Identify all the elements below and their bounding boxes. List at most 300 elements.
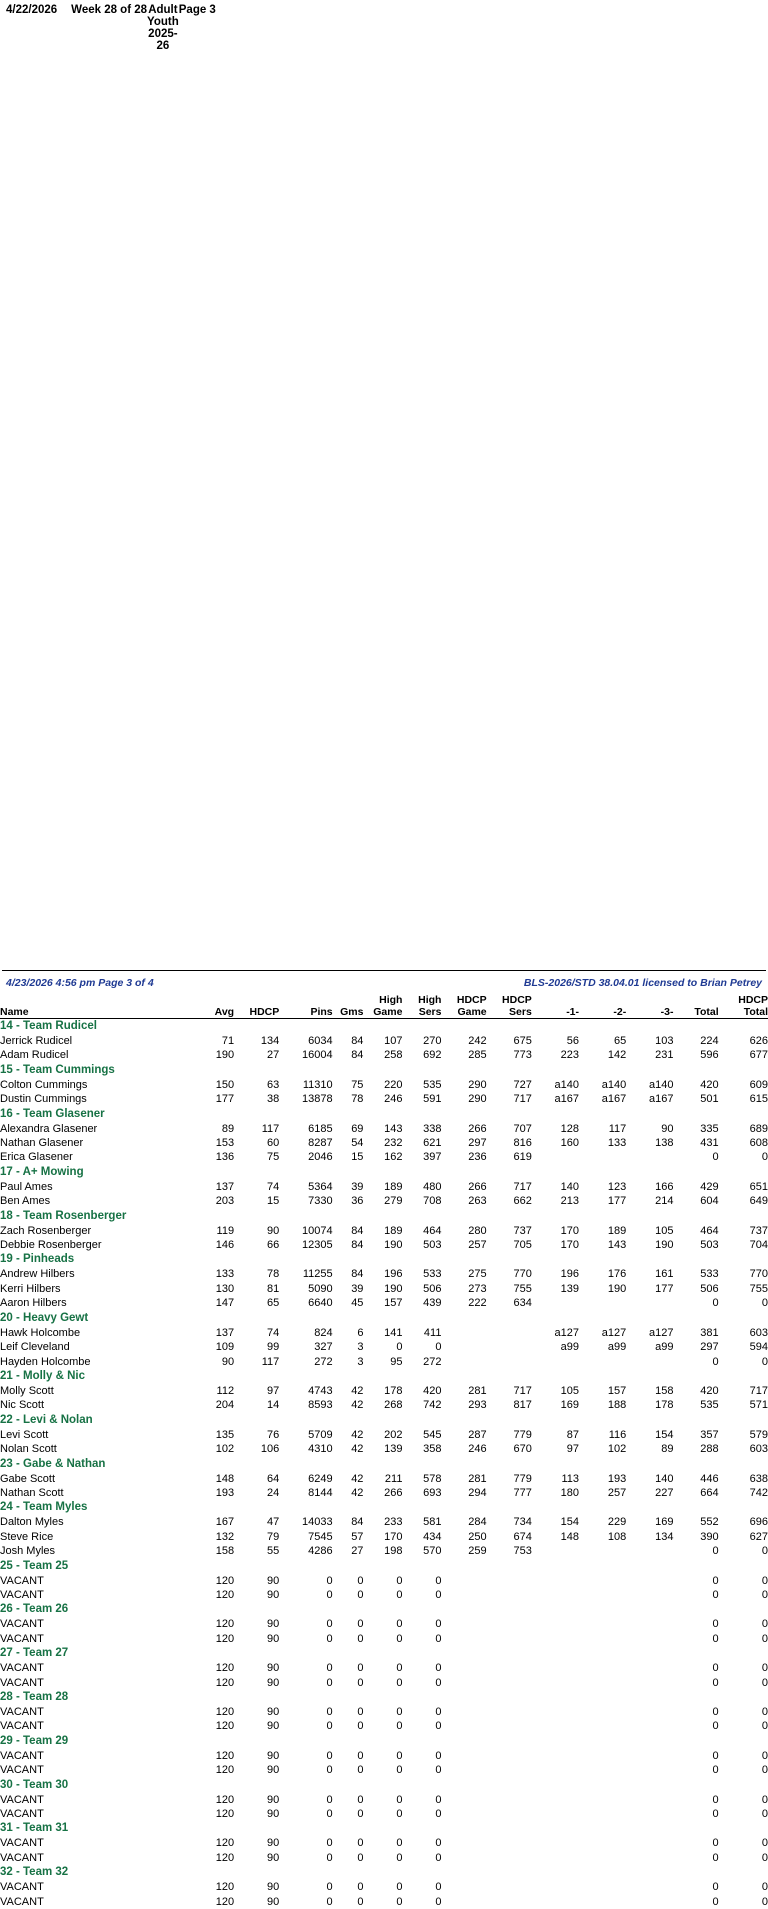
table-row (0, 1180, 768, 1194)
cell-hs: 570 (402, 1544, 441, 1558)
cell-pins: 0 (279, 1676, 332, 1690)
cell-g2 (579, 1793, 626, 1807)
bowler-name: Nolan Scott (0, 1442, 195, 1456)
cell-hs: 439 (402, 1296, 441, 1310)
cell-hg: 141 (363, 1326, 402, 1340)
bowler-name: Paul Ames (0, 1180, 195, 1194)
cell-hds: 777 (487, 1486, 532, 1500)
cell-g2 (579, 1705, 626, 1719)
cell-hg: 190 (363, 1238, 402, 1252)
cell-g3: 89 (626, 1442, 673, 1456)
cell-hds (487, 1326, 532, 1340)
cell-hg: 95 (363, 1355, 402, 1369)
cell-gms: 42 (333, 1398, 364, 1412)
cell-avg: 120 (195, 1763, 234, 1777)
cell-g3 (626, 1661, 673, 1675)
cell-total: 0 (673, 1763, 718, 1777)
team-group-label: 23 - Gabe & Nathan (0, 1457, 768, 1472)
cell-avg: 158 (195, 1544, 234, 1558)
cell-pins: 0 (279, 1895, 332, 1909)
cell-gms: 84 (333, 1267, 364, 1281)
cell-hds: 737 (487, 1224, 532, 1238)
cell-hg: 0 (363, 1617, 402, 1631)
cell-g1 (532, 1574, 579, 1588)
cell-pins: 2046 (279, 1150, 332, 1164)
cell-hds: 817 (487, 1398, 532, 1412)
cell-hs: 358 (402, 1442, 441, 1456)
cell-avg: 120 (195, 1632, 234, 1646)
bowler-name: VACANT (0, 1807, 195, 1821)
cell-avg: 167 (195, 1515, 234, 1529)
cell-hg: 0 (363, 1705, 402, 1719)
cell-g3 (626, 1807, 673, 1821)
cell-gms: 0 (333, 1749, 364, 1763)
cell-pins: 0 (279, 1574, 332, 1588)
team-group-label: 27 - Team 27 (0, 1646, 768, 1661)
bowler-name: Josh Myles (0, 1544, 195, 1558)
team-group-label: 22 - Levi & Nolan (0, 1413, 768, 1428)
cell-hdcptotal: 0 (719, 1355, 768, 1369)
cell-hds: 634 (487, 1296, 532, 1310)
col-gms: Gms (333, 995, 364, 1019)
cell-hs: 693 (402, 1486, 441, 1500)
cell-g3 (626, 1574, 673, 1588)
bowler-name: VACANT (0, 1793, 195, 1807)
team-group-label: 16 - Team Glasener (0, 1107, 768, 1122)
cell-avg: 120 (195, 1895, 234, 1909)
table-row (0, 1472, 768, 1486)
cell-total: 0 (673, 1719, 718, 1733)
col-hdcp: HDCP (234, 995, 279, 1019)
cell-pins: 6249 (279, 1472, 332, 1486)
cell-total: 297 (673, 1340, 718, 1354)
cell-hds: 753 (487, 1544, 532, 1558)
cell-pins: 14033 (279, 1515, 332, 1529)
cell-total: 533 (673, 1267, 718, 1281)
team-group-row (0, 1559, 768, 1574)
cell-hdcptotal: 0 (719, 1895, 768, 1909)
cell-hdg (441, 1632, 486, 1646)
cell-hs: 535 (402, 1078, 441, 1092)
cell-gms: 6 (333, 1326, 364, 1340)
cell-hdg: 294 (441, 1486, 486, 1500)
cell-g3: 105 (626, 1224, 673, 1238)
cell-hdg (441, 1719, 486, 1733)
cell-g2 (579, 1895, 626, 1909)
cell-hdg (441, 1895, 486, 1909)
table-header-row (0, 995, 768, 1019)
cell-g2 (579, 1296, 626, 1310)
cell-hdcp: 90 (234, 1793, 279, 1807)
cell-hs: 581 (402, 1515, 441, 1529)
cell-hdcptotal: 0 (719, 1851, 768, 1865)
cell-hds (487, 1793, 532, 1807)
col-high-sers-line2: Sers (402, 1007, 441, 1019)
team-group-label: 14 - Team Rudicel (0, 1019, 768, 1035)
cell-g3 (626, 1544, 673, 1558)
cell-g3 (626, 1836, 673, 1850)
cell-gms: 42 (333, 1442, 364, 1456)
cell-g1 (532, 1763, 579, 1777)
cell-hg: 211 (363, 1472, 402, 1486)
cell-avg: 148 (195, 1472, 234, 1486)
cell-gms: 15 (333, 1150, 364, 1164)
cell-g2: 117 (579, 1122, 626, 1136)
team-group-label: 28 - Team 28 (0, 1690, 768, 1705)
cell-hg: 246 (363, 1092, 402, 1106)
cell-gms: 0 (333, 1661, 364, 1675)
cell-g3: 158 (626, 1384, 673, 1398)
cell-g1 (532, 1150, 579, 1164)
bowler-name: Leif Cleveland (0, 1340, 195, 1354)
cell-hdcp: 47 (234, 1515, 279, 1529)
cell-avg: 177 (195, 1092, 234, 1106)
cell-pins: 6185 (279, 1122, 332, 1136)
cell-hdg: 250 (441, 1530, 486, 1544)
cell-g1 (532, 1807, 579, 1821)
cell-hdg (441, 1676, 486, 1690)
cell-hds (487, 1340, 532, 1354)
cell-avg: 112 (195, 1384, 234, 1398)
table-row (0, 1442, 768, 1456)
report-footer (0, 977, 768, 989)
cell-hdcptotal: 0 (719, 1661, 768, 1675)
cell-pins: 6640 (279, 1296, 332, 1310)
bowler-name: VACANT (0, 1632, 195, 1646)
col-pins: Pins (279, 995, 332, 1019)
cell-hdcptotal: 717 (719, 1384, 768, 1398)
cell-hs: 578 (402, 1472, 441, 1486)
team-group-row (0, 1019, 768, 1035)
table-row (0, 1384, 768, 1398)
cell-gms: 0 (333, 1880, 364, 1894)
table-row (0, 1326, 768, 1340)
bowler-name: Ben Ames (0, 1194, 195, 1208)
table-row (0, 1515, 768, 1529)
cell-avg: 90 (195, 1355, 234, 1369)
cell-g1: 105 (532, 1384, 579, 1398)
cell-gms: 84 (333, 1048, 364, 1062)
cell-g1 (532, 1880, 579, 1894)
team-group-row (0, 1500, 768, 1515)
cell-hs: 0 (402, 1880, 441, 1894)
cell-g2: a127 (579, 1326, 626, 1340)
cell-hds: 662 (487, 1194, 532, 1208)
cell-g1: a140 (532, 1078, 579, 1092)
cell-hs: 0 (402, 1851, 441, 1865)
cell-hg: 143 (363, 1122, 402, 1136)
cell-g2: 108 (579, 1530, 626, 1544)
cell-pins: 0 (279, 1763, 332, 1777)
cell-g2 (579, 1588, 626, 1602)
cell-g1: 148 (532, 1530, 579, 1544)
cell-pins: 7330 (279, 1194, 332, 1208)
cell-g2: 229 (579, 1515, 626, 1529)
cell-hg: 190 (363, 1282, 402, 1296)
cell-g1: a127 (532, 1326, 579, 1340)
team-group-row (0, 1209, 768, 1224)
cell-hdcptotal: 0 (719, 1632, 768, 1646)
cell-avg: 130 (195, 1282, 234, 1296)
cell-hdcp: 78 (234, 1267, 279, 1281)
bowler-name: VACANT (0, 1851, 195, 1865)
cell-total: 390 (673, 1530, 718, 1544)
cell-hdg: 273 (441, 1282, 486, 1296)
bowler-name: Nic Scott (0, 1398, 195, 1412)
team-group-row (0, 1646, 768, 1661)
cell-gms: 0 (333, 1719, 364, 1733)
cell-avg: 120 (195, 1793, 234, 1807)
cell-g1: 140 (532, 1180, 579, 1194)
cell-pins: 13878 (279, 1092, 332, 1106)
table-row (0, 1793, 768, 1807)
table-row (0, 1092, 768, 1106)
cell-hdcptotal: 755 (719, 1282, 768, 1296)
cell-hdcp: 27 (234, 1048, 279, 1062)
cell-gms: 3 (333, 1340, 364, 1354)
cell-hdcp: 90 (234, 1880, 279, 1894)
cell-avg: 135 (195, 1428, 234, 1442)
cell-g2 (579, 1836, 626, 1850)
cell-avg: 190 (195, 1048, 234, 1062)
cell-hdcp: 75 (234, 1150, 279, 1164)
cell-pins: 0 (279, 1719, 332, 1733)
cell-hdcptotal: 704 (719, 1238, 768, 1252)
table-row (0, 1807, 768, 1821)
cell-hdg: 297 (441, 1136, 486, 1150)
cell-hg: 279 (363, 1194, 402, 1208)
cell-hg: 202 (363, 1428, 402, 1442)
cell-avg: 120 (195, 1588, 234, 1602)
cell-hs: 0 (402, 1807, 441, 1821)
cell-hg: 232 (363, 1136, 402, 1150)
bowler-name: Aaron Hilbers (0, 1296, 195, 1310)
cell-pins: 824 (279, 1326, 332, 1340)
cell-g1: 139 (532, 1282, 579, 1296)
cell-g2: 133 (579, 1136, 626, 1150)
cell-g1: 128 (532, 1122, 579, 1136)
cell-g1 (532, 1851, 579, 1865)
cell-total: 381 (673, 1326, 718, 1340)
col-high-game-line1: High (363, 995, 402, 1007)
cell-hg: 0 (363, 1793, 402, 1807)
cell-hdg (441, 1705, 486, 1719)
cell-g1: a167 (532, 1092, 579, 1106)
cell-hdcp: 90 (234, 1632, 279, 1646)
cell-g1 (532, 1632, 579, 1646)
cell-hds: 717 (487, 1384, 532, 1398)
cell-pins: 8593 (279, 1398, 332, 1412)
cell-hdcp: 90 (234, 1851, 279, 1865)
cell-hs: 0 (402, 1340, 441, 1354)
bowler-name: VACANT (0, 1676, 195, 1690)
cell-pins: 0 (279, 1880, 332, 1894)
cell-hg: 189 (363, 1224, 402, 1238)
table-row (0, 1588, 768, 1602)
col-hdcp-game-line1: HDCP (441, 995, 486, 1007)
cell-gms: 42 (333, 1384, 364, 1398)
cell-total: 501 (673, 1092, 718, 1106)
cell-total: 224 (673, 1034, 718, 1048)
bowler-name: Nathan Glasener (0, 1136, 195, 1150)
cell-hdg (441, 1749, 486, 1763)
cell-g3 (626, 1617, 673, 1631)
table-row (0, 1661, 768, 1675)
team-group-label: 24 - Team Myles (0, 1500, 768, 1515)
cell-hdg (441, 1661, 486, 1675)
cell-hg: 0 (363, 1851, 402, 1865)
cell-g2: 193 (579, 1472, 626, 1486)
cell-hg: 0 (363, 1880, 402, 1894)
cell-total: 0 (673, 1749, 718, 1763)
cell-g1: 170 (532, 1238, 579, 1252)
cell-g1 (532, 1793, 579, 1807)
cell-g1 (532, 1296, 579, 1310)
cell-hdcptotal: 689 (719, 1122, 768, 1136)
cell-pins: 4286 (279, 1544, 332, 1558)
footer-divider (2, 970, 766, 971)
cell-gms: 84 (333, 1224, 364, 1238)
cell-hdcp: 90 (234, 1719, 279, 1733)
cell-pins: 7545 (279, 1530, 332, 1544)
cell-hds (487, 1851, 532, 1865)
cell-gms: 42 (333, 1428, 364, 1442)
cell-avg: 137 (195, 1326, 234, 1340)
cell-pins: 0 (279, 1588, 332, 1602)
cell-g3 (626, 1880, 673, 1894)
cell-hds: 707 (487, 1122, 532, 1136)
cell-total: 664 (673, 1486, 718, 1500)
report-week: Week 28 of 28 (71, 4, 147, 16)
table-row (0, 1719, 768, 1733)
cell-g3: 134 (626, 1530, 673, 1544)
table-row (0, 1544, 768, 1558)
cell-pins: 0 (279, 1807, 332, 1821)
cell-hs: 0 (402, 1763, 441, 1777)
table-row (0, 1296, 768, 1310)
team-group-row (0, 1734, 768, 1749)
cell-avg: 102 (195, 1442, 234, 1456)
cell-pins: 0 (279, 1661, 332, 1675)
cell-gms: 36 (333, 1194, 364, 1208)
team-group-row (0, 1165, 768, 1180)
team-group-label: 29 - Team 29 (0, 1734, 768, 1749)
table-row (0, 1705, 768, 1719)
table-row (0, 1530, 768, 1544)
cell-hs: 338 (402, 1122, 441, 1136)
cell-hdcp: 90 (234, 1763, 279, 1777)
cell-gms: 69 (333, 1122, 364, 1136)
cell-hdcp: 117 (234, 1122, 279, 1136)
cell-g3: 138 (626, 1136, 673, 1150)
cell-hds (487, 1807, 532, 1821)
cell-hg: 157 (363, 1296, 402, 1310)
cell-g1: a99 (532, 1340, 579, 1354)
cell-hg: 0 (363, 1676, 402, 1690)
cell-g1: 170 (532, 1224, 579, 1238)
cell-g2 (579, 1632, 626, 1646)
cell-hdcptotal: 0 (719, 1807, 768, 1821)
cell-hdcptotal: 579 (719, 1428, 768, 1442)
cell-hdcp: 14 (234, 1398, 279, 1412)
standings-table (0, 995, 768, 1909)
cell-total: 0 (673, 1793, 718, 1807)
cell-gms: 75 (333, 1078, 364, 1092)
table-row (0, 1136, 768, 1150)
col-hdcp-total-line1: HDCP (719, 995, 768, 1007)
cell-hdg: 281 (441, 1384, 486, 1398)
cell-gms: 0 (333, 1632, 364, 1646)
cell-avg: 120 (195, 1749, 234, 1763)
cell-total: 0 (673, 1880, 718, 1894)
cell-hds (487, 1719, 532, 1733)
cell-g2 (579, 1719, 626, 1733)
cell-hdg: 281 (441, 1472, 486, 1486)
cell-g2: 116 (579, 1428, 626, 1442)
cell-hdcptotal: 615 (719, 1092, 768, 1106)
team-group-label: 26 - Team 26 (0, 1602, 768, 1617)
table-row (0, 1574, 768, 1588)
cell-total: 0 (673, 1661, 718, 1675)
cell-g3 (626, 1150, 673, 1164)
cell-hdcp: 63 (234, 1078, 279, 1092)
cell-gms: 39 (333, 1180, 364, 1194)
cell-g1 (532, 1355, 579, 1369)
cell-hdcp: 90 (234, 1617, 279, 1631)
cell-hdg: 293 (441, 1398, 486, 1412)
cell-hds (487, 1574, 532, 1588)
cell-hdcptotal: 627 (719, 1530, 768, 1544)
table-row (0, 1194, 768, 1208)
col-game-3: -3- (626, 995, 673, 1019)
cell-pins: 8287 (279, 1136, 332, 1150)
cell-hds (487, 1661, 532, 1675)
team-group-row (0, 1063, 768, 1078)
cell-hdg (441, 1763, 486, 1777)
cell-g2: 189 (579, 1224, 626, 1238)
team-group-row (0, 1865, 768, 1880)
cell-hdcp: 90 (234, 1588, 279, 1602)
bowler-name: VACANT (0, 1574, 195, 1588)
cell-g1: 97 (532, 1442, 579, 1456)
col-game-1: -1- (532, 995, 579, 1019)
team-group-row (0, 1690, 768, 1705)
cell-g1 (532, 1895, 579, 1909)
cell-gms: 0 (333, 1705, 364, 1719)
cell-hdcptotal: 737 (719, 1224, 768, 1238)
cell-hds (487, 1880, 532, 1894)
cell-pins: 6034 (279, 1034, 332, 1048)
cell-gms: 84 (333, 1238, 364, 1252)
table-row (0, 1224, 768, 1238)
cell-hds: 717 (487, 1092, 532, 1106)
cell-hds (487, 1632, 532, 1646)
col-total: Total (673, 995, 718, 1019)
cell-avg: 137 (195, 1180, 234, 1194)
cell-g3 (626, 1676, 673, 1690)
cell-g2 (579, 1150, 626, 1164)
cell-g2: 143 (579, 1238, 626, 1252)
cell-pins: 16004 (279, 1048, 332, 1062)
bowler-name: Erica Glasener (0, 1150, 195, 1164)
cell-g3: 177 (626, 1282, 673, 1296)
cell-hs: 270 (402, 1034, 441, 1048)
cell-hdcptotal: 742 (719, 1486, 768, 1500)
cell-hs: 692 (402, 1048, 441, 1062)
cell-g1: 213 (532, 1194, 579, 1208)
cell-g2 (579, 1544, 626, 1558)
cell-total: 0 (673, 1676, 718, 1690)
